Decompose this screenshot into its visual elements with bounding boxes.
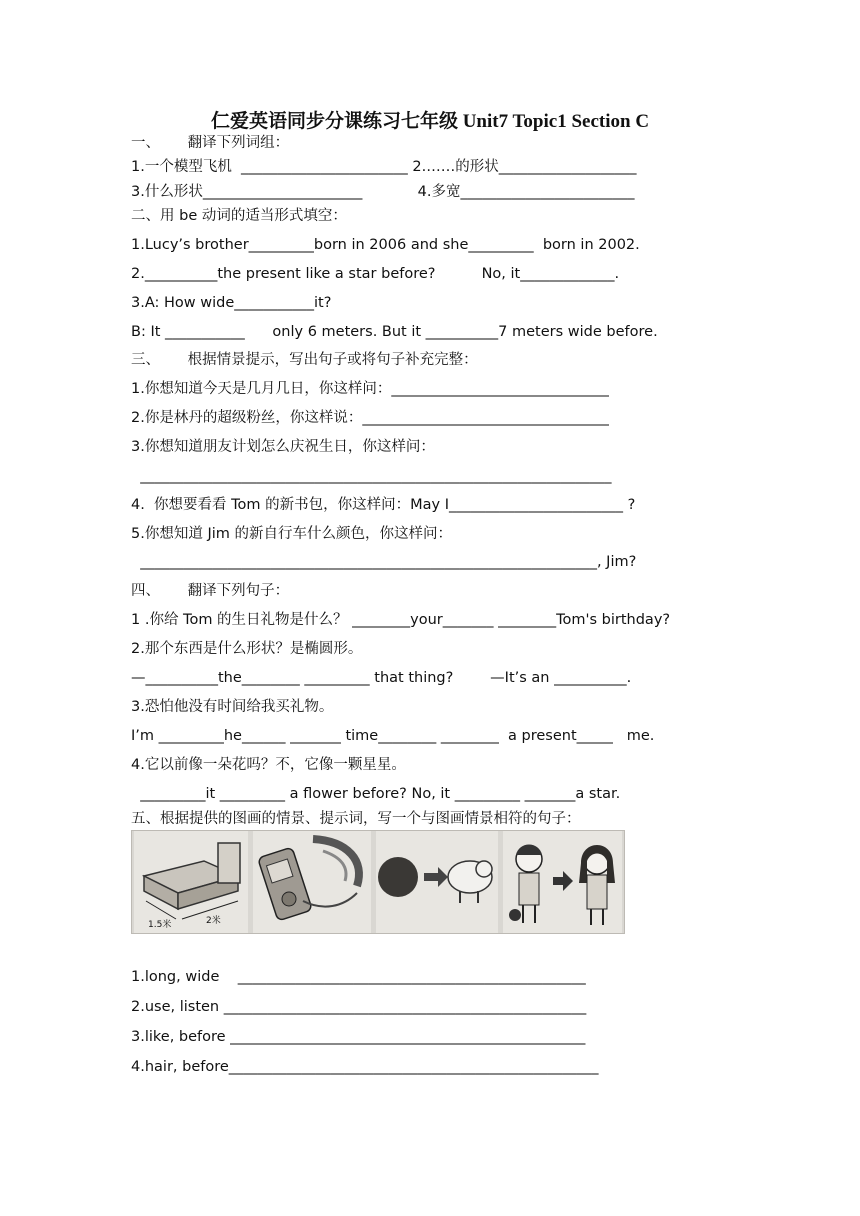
translate-item-2-blank: —__________the________ _________ that thing? —It’s an __________. bbox=[131, 670, 632, 686]
worksheet-title: 仁爱英语同步分课练习七年级 Unit7 Topic1 Section C bbox=[210, 111, 650, 132]
situation-item-4: 4. 你想要看看 Tom 的新书包，你这样问：May I________________________ ? bbox=[131, 497, 636, 513]
situation-item-5-blank: _______________________________________________________________, Jim? bbox=[131, 554, 637, 570]
picture-item-4: 4.hair, before___________________________________________________ bbox=[131, 1059, 599, 1075]
translate-item-1: 1 .你给 Tom 的生日礼物是什么？ ________your_______ ________Tom's birthday? bbox=[131, 612, 671, 628]
girl-hair-picture bbox=[503, 831, 622, 933]
picture-item-2: 2.use, listen __________________________________________________ bbox=[131, 999, 587, 1015]
section-3-heading: 三、 根据情景提示，写出句子或将句子补充完整： bbox=[131, 352, 478, 368]
translate-item-2: 2.那个东西是什么形状？是椭圆形。 bbox=[131, 641, 363, 657]
section-2-heading: 二、用 be 动词的适当形式填空： bbox=[131, 208, 347, 224]
translate-item-3-blank: I’m _________he______ _______ time________ ________ a present_____ me. bbox=[131, 728, 655, 744]
translate-item-3: 3.恐怕他没有时间给我买礼物。 bbox=[131, 699, 334, 715]
section-4-heading: 四、 翻译下列句子： bbox=[131, 583, 290, 599]
ball-sheep-picture bbox=[376, 831, 498, 933]
situation-item-3: 3.你想知道朋友计划怎么庆祝生日，你这样问： bbox=[131, 439, 435, 455]
situation-item-5: 5.你想知道 Jim 的新自行车什么颜色，你这样问： bbox=[131, 526, 452, 542]
phrase-line-2: 3.什么形状______________________ 4.多宽________________________ bbox=[131, 184, 635, 200]
music-player-picture bbox=[253, 831, 371, 933]
situation-item-2: 2.你是林丹的超级粉丝，你这样说：__________________________________ bbox=[131, 410, 609, 426]
picture-strip bbox=[131, 830, 625, 934]
be-verb-item-3a: 3.A: How wide___________it? bbox=[131, 295, 332, 311]
be-verb-item-2: 2.__________the present like a star before? No, it_____________. bbox=[131, 266, 620, 282]
be-verb-item-1: 1.Lucy’s brother_________born in 2006 and she_________ born in 2002. bbox=[131, 237, 640, 253]
be-verb-item-3b: B: It ___________ only 6 meters. But it __________7 meters wide before. bbox=[131, 324, 658, 340]
translate-item-4: 4.它以前像一朵花吗？不，它像一颗星星。 bbox=[131, 757, 406, 773]
situation-item-1: 1.你想知道今天是几月几日，你这样问：______________________________ bbox=[131, 381, 609, 397]
picture-item-1: 1.long, wide ________________________________________________ bbox=[131, 969, 586, 985]
translate-item-4-blank: _________it _________ a flower before? No, it _________ _______a star. bbox=[131, 786, 621, 802]
phrase-line-1: 1.一个模型飞机 _______________________ 2.……的形状___________________ bbox=[131, 159, 637, 175]
section-5-heading: 五、根据提供的图画的情景、提示词，写一个与图画情景相符的句子： bbox=[131, 811, 581, 827]
situation-item-3-blank: _________________________________________________________________ bbox=[131, 468, 612, 484]
bed-picture bbox=[134, 831, 248, 933]
bed-length-label: 2米 bbox=[206, 916, 221, 926]
bed-width-label: 1.5米 bbox=[148, 920, 172, 930]
picture-item-3: 3.like, before _________________________________________________ bbox=[131, 1029, 586, 1045]
section-1-heading: 一、 翻译下列词组： bbox=[131, 135, 290, 151]
